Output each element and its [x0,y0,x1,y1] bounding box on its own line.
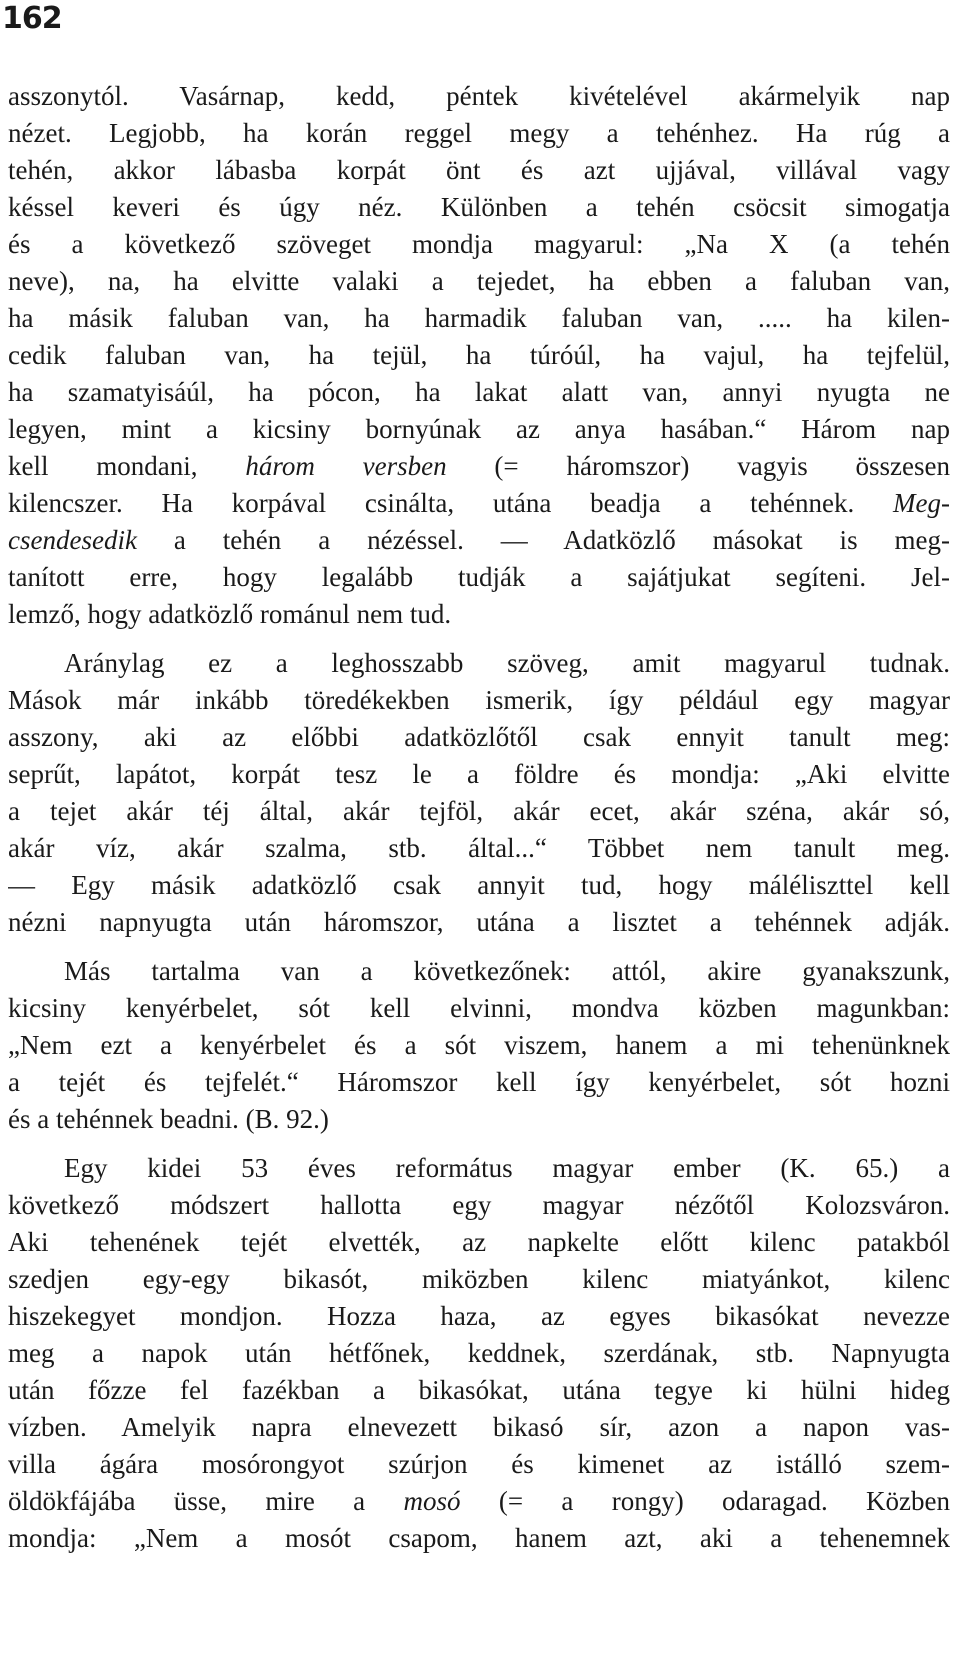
text-line [8,596,950,633]
text-line [8,830,950,867]
text-segment: a tejet akár téj által, akár tejföl, akár ecet, akár széna, akár só, [8,796,950,826]
text-segment: akár víz, akár szalma, stb. által...“ Többet nem tanult meg. [8,833,950,863]
text-segment: (= a rongy) odaragad. Közben [460,1486,950,1516]
text-segment: és a tehénnek beadni. (B. 92.) [8,1104,329,1134]
text-line [8,719,950,756]
text-line [8,793,950,830]
text-line [8,1261,950,1298]
text-line [8,990,950,1027]
text-segment: szedjen egy-egy bikasót, miközben kilenc miatyánkot, kilenc [8,1264,950,1294]
text-line [8,374,950,411]
text-line [8,867,950,904]
text-segment: (= háromszor) vagyis összesen [446,451,950,481]
text-segment: tehén, akkor lábasba korpát önt és azt ujjával, villával vagy [8,155,950,185]
text-line [8,1372,950,1409]
body-text [8,78,950,1557]
text-segment: Aránylag ez a leghosszabb szöveg, amit magyarul tudnak. [64,648,950,678]
text-line [8,152,950,189]
text-segment: késsel keveri és úgy néz. Különben a tehén csöcsit simogatja [8,192,950,222]
text-line [8,115,950,152]
text-line [8,1520,950,1557]
text-line [8,904,950,941]
text-line [8,448,950,485]
text-segment: következő módszert hallotta egy magyar nézőtől Kolozsváron. [8,1190,950,1220]
text-segment: Egy kidei 53 éves református magyar ember (K. 65.) a [64,1153,950,1183]
text-line [8,226,950,263]
italic-text: Meg- [893,488,950,518]
text-segment: és a következő szöveget mondja magyarul: „Na X (a tehén [8,229,950,259]
text-line [8,1224,950,1261]
text-line [8,1150,950,1187]
text-segment: asszony, aki az előbbi adatközlőtől csak ennyit tanult meg: [8,722,950,752]
text-segment: nézni napnyugta után háromszor, utána a lisztet a tehénnek adják. [8,907,950,937]
text-line [8,756,950,793]
text-segment: mondja: „Nem a mosót csapom, hanem azt, aki a tehenemnek [8,1523,950,1553]
text-line [8,522,950,559]
text-segment: Mások már inkább töredékekben ismerik, így például egy magyar [8,685,950,715]
text-line [8,1446,950,1483]
text-segment: hiszekegyet mondjon. Hozza haza, az egyes bikasókat nevezze [8,1301,950,1331]
text-segment: — Egy másik adatközlő csak annyit tud, hogy máléliszttel kell [8,870,950,900]
text-line [8,411,950,448]
text-line [8,78,950,115]
text-segment: tanított erre, hogy legalább tudják a sajátjukat segíteni. Jel- [8,562,950,592]
text-line [8,300,950,337]
text-line [8,485,950,522]
text-segment: seprűt, lapátot, korpát tesz le a földre és mondja: „Aki elvitte [8,759,950,789]
text-line [8,1409,950,1446]
text-segment: ha másik faluban van, ha harmadik faluban van, ..... ha kilen- [8,303,950,333]
text-line [8,559,950,596]
text-line [8,1483,950,1520]
text-segment: lemző, hogy adatközlő románul nem tud. [8,599,452,629]
text-segment: kilencszer. Ha korpával csinálta, utána beadja a tehénnek. [8,488,894,518]
text-segment: Más tartalma van a következőnek: attól, akire gyanakszunk, [64,956,950,986]
text-segment: után főzze fel fazékban a bikasókat, utána tegye ki hülni hideg [8,1375,950,1405]
text-segment: meg a napok után hétfőnek, keddnek, szerdának, stb. Napnyugta [8,1338,950,1368]
page-number: 162 [2,1,62,36]
text-line [8,337,950,374]
italic-text: három versben [245,451,447,481]
text-line [8,189,950,226]
text-segment: neve), na, ha elvitte valaki a tejedet, ha ebben a faluban van, [8,266,950,296]
text-segment: a tehén a nézéssel. — Adatközlő másokat is meg- [136,525,950,555]
text-segment: ha szamatyisáúl, ha pócon, ha lakat alatt van, annyi nyugta ne [8,377,950,407]
italic-text: mosó [403,1486,461,1516]
text-line [8,1027,950,1064]
text-line [8,1101,950,1138]
text-segment: „Nem ezt a kenyérbelet és a sót viszem, hanem a mi tehenünknek [8,1030,950,1060]
text-segment: villa ágára mosórongyot szúrjon és kimenet az istálló szem- [8,1449,950,1479]
text-segment: nézet. Legjobb, ha korán reggel megy a tehénhez. Ha rúg a [8,118,950,148]
text-segment: öldökfájába üsse, mire a [8,1486,404,1516]
text-line [8,1298,950,1335]
text-line [8,682,950,719]
text-segment: Aki tehenének tejét elvették, az napkelte előtt kilenc patakból [8,1227,950,1257]
text-segment: kicsiny kenyérbelet, sót kell elvinni, mondva közben magunkban: [8,993,950,1023]
text-segment: vízben. Amelyik napra elnevezett bikasó sír, azon a napon vas- [8,1412,950,1442]
text-line [8,1187,950,1224]
text-line [8,953,950,990]
text-segment: asszonytól. Vasárnap, kedd, péntek kivételével akármelyik nap [8,81,950,111]
text-line [8,263,950,300]
text-line [8,1064,950,1101]
text-line [8,1335,950,1372]
italic-text: csendesedik [8,525,137,555]
text-line [8,645,950,682]
text-segment: legyen, mint a kicsiny bornyúnak az anya hasában.“ Három nap [8,414,950,444]
text-segment: kell mondani, [8,451,246,481]
text-segment: a tejét és tejfelét.“ Háromszor kell így kenyérbelet, sót hozni [8,1067,950,1097]
text-segment: cedik faluban van, ha tejül, ha túróúl, ha vajul, ha tejfelül, [8,340,950,370]
